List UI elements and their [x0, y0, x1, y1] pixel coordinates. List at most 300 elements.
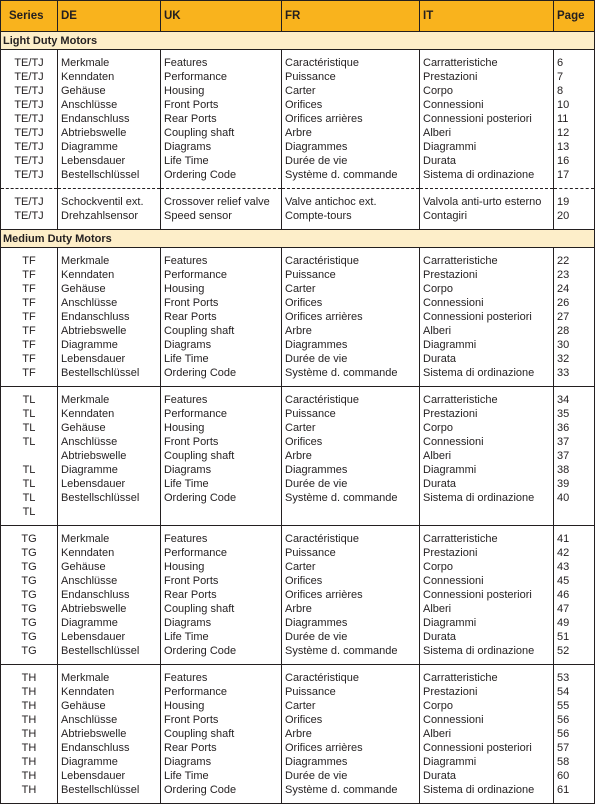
cell-series: TE/TJ — [1, 140, 58, 154]
table-row — [1, 755, 595, 769]
cell-series: TE/TJ — [1, 168, 58, 182]
cell-fr: Carter — [282, 560, 420, 574]
cell-fr: Diagrammes — [282, 338, 420, 352]
cell-uk: Front Ports — [161, 435, 282, 449]
cell-it: Sistema di ordinazione — [420, 366, 554, 380]
cell-fr: Système d. commande — [282, 168, 420, 182]
cell-de: Endanschluss — [58, 112, 161, 126]
cell-series: TE/TJ — [1, 154, 58, 168]
cell-series: TL — [1, 421, 58, 435]
cell-de: Gehäuse — [58, 699, 161, 713]
cell-uk: Features — [161, 393, 282, 407]
cell-it: Durata — [420, 154, 554, 168]
table-row — [1, 769, 595, 783]
cell-fr: Puissance — [282, 70, 420, 84]
cell-it: Carratteristiche — [420, 532, 554, 546]
cell-page: 46 — [554, 588, 595, 602]
header-fr: FR — [282, 1, 420, 32]
cell-it: Carratteristiche — [420, 671, 554, 685]
cell-series: TL — [1, 393, 58, 407]
cell-de: Drehzahlsensor — [58, 209, 161, 223]
cell-de: Schockventil ext. — [58, 195, 161, 209]
cell-de: Merkmale — [58, 254, 161, 268]
table-row — [1, 282, 595, 296]
cell-de: Abtriebswelle — [58, 324, 161, 338]
cell-page: 13 — [554, 140, 595, 154]
cell-series: TH — [1, 783, 58, 797]
cell-page: 40 — [554, 491, 595, 505]
cell-it: Diagrammi — [420, 140, 554, 154]
cell-uk: Features — [161, 56, 282, 70]
cell-fr: Arbre — [282, 449, 420, 463]
cell-uk: Crossover relief valve — [161, 195, 282, 209]
header-it: IT — [420, 1, 554, 32]
cell-uk: Life Time — [161, 154, 282, 168]
cell-uk: Performance — [161, 268, 282, 282]
table-row — [1, 407, 595, 421]
cell-page: 10 — [554, 98, 595, 112]
cell-series: TE/TJ — [1, 98, 58, 112]
cell-de: Bestellschlüssel — [58, 168, 161, 182]
cell-de: Abtriebswelle — [58, 449, 161, 463]
cell-uk: Rear Ports — [161, 112, 282, 126]
cell-it: Corpo — [420, 282, 554, 296]
table-row — [1, 546, 595, 560]
cell-uk: Ordering Code — [161, 644, 282, 658]
cell-it: Connessioni — [420, 296, 554, 310]
cell-series: TE/TJ — [1, 195, 58, 209]
cell-de: Merkmale — [58, 56, 161, 70]
cell-fr: Orifices arrières — [282, 588, 420, 602]
cell-uk: Ordering Code — [161, 366, 282, 380]
cell-page: 53 — [554, 671, 595, 685]
cell-it — [420, 505, 554, 519]
cell-de: Endanschluss — [58, 741, 161, 755]
cell-uk: Life Time — [161, 769, 282, 783]
table-row — [1, 644, 595, 658]
cell-series: TF — [1, 338, 58, 352]
cell-page: 26 — [554, 296, 595, 310]
table-row — [1, 70, 595, 84]
cell-de: Kenndaten — [58, 268, 161, 282]
cell-it: Durata — [420, 769, 554, 783]
cell-series: TG — [1, 644, 58, 658]
cell-page: 37 — [554, 449, 595, 463]
cell-it: Durata — [420, 352, 554, 366]
cell-de: Diagramme — [58, 463, 161, 477]
cell-page — [554, 505, 595, 519]
cell-fr: Orifices — [282, 435, 420, 449]
header-row — [1, 1, 595, 32]
cell-page: 61 — [554, 783, 595, 797]
table-row — [1, 671, 595, 685]
cell-it: Connessioni posteriori — [420, 112, 554, 126]
table-body — [1, 32, 595, 804]
cell-it: Contagiri — [420, 209, 554, 223]
cell-series: TF — [1, 366, 58, 380]
cell-fr: Caractéristique — [282, 56, 420, 70]
cell-series: TL — [1, 407, 58, 421]
cell-fr: Orifices arrières — [282, 112, 420, 126]
cell-series — [1, 449, 58, 463]
cell-uk: Speed sensor — [161, 209, 282, 223]
cell-page: 39 — [554, 477, 595, 491]
cell-page: 52 — [554, 644, 595, 658]
cell-page: 56 — [554, 727, 595, 741]
cell-it: Diagrammi — [420, 463, 554, 477]
cell-fr: Compte-tours — [282, 209, 420, 223]
cell-de: Kenndaten — [58, 685, 161, 699]
cell-fr: Arbre — [282, 324, 420, 338]
cell-page: 11 — [554, 112, 595, 126]
cell-page: 19 — [554, 195, 595, 209]
table-row — [1, 98, 595, 112]
cell-de: Anschlüsse — [58, 296, 161, 310]
cell-page: 32 — [554, 352, 595, 366]
cell-series: TL — [1, 491, 58, 505]
cell-series: TL — [1, 505, 58, 519]
cell-fr: Arbre — [282, 727, 420, 741]
cell-uk: Housing — [161, 421, 282, 435]
section-title: Medium Duty Motors — [1, 230, 595, 248]
cell-uk: Diagrams — [161, 463, 282, 477]
cell-series: TE/TJ — [1, 70, 58, 84]
table-row — [1, 741, 595, 755]
cell-fr: Diagrammes — [282, 463, 420, 477]
cell-it: Alberi — [420, 449, 554, 463]
table-row — [1, 352, 595, 366]
section-header-row — [1, 230, 595, 248]
cell-fr: Système d. commande — [282, 644, 420, 658]
cell-it: Diagrammi — [420, 755, 554, 769]
cell-uk: Front Ports — [161, 713, 282, 727]
cell-uk: Diagrams — [161, 338, 282, 352]
cell-de: Diagramme — [58, 755, 161, 769]
cell-series: TH — [1, 755, 58, 769]
cell-de: Abtriebswelle — [58, 602, 161, 616]
cell-de: Abtriebswelle — [58, 727, 161, 741]
table-row — [1, 126, 595, 140]
table-row — [1, 154, 595, 168]
cell-page: 27 — [554, 310, 595, 324]
cell-page: 42 — [554, 546, 595, 560]
cell-de: Gehäuse — [58, 84, 161, 98]
cell-it: Sistema di ordinazione — [420, 168, 554, 182]
cell-it: Connessioni posteriori — [420, 741, 554, 755]
cell-series: TH — [1, 727, 58, 741]
header-series: Series — [1, 1, 58, 32]
cell-it: Alberi — [420, 727, 554, 741]
cell-uk: Features — [161, 532, 282, 546]
cell-series: TH — [1, 741, 58, 755]
cell-uk: Ordering Code — [161, 491, 282, 505]
cell-page: 30 — [554, 338, 595, 352]
cell-it: Alberi — [420, 126, 554, 140]
cell-fr: Durée de vie — [282, 477, 420, 491]
cell-uk: Front Ports — [161, 98, 282, 112]
cell-fr: Puissance — [282, 268, 420, 282]
cell-page: 37 — [554, 435, 595, 449]
table-row — [1, 338, 595, 352]
cell-fr: Orifices — [282, 296, 420, 310]
table-row — [1, 602, 595, 616]
table-row — [1, 84, 595, 98]
table-row — [1, 574, 595, 588]
cell-series: TF — [1, 352, 58, 366]
cell-page: 47 — [554, 602, 595, 616]
cell-de: Merkmale — [58, 393, 161, 407]
cell-uk: Housing — [161, 84, 282, 98]
cell-fr: Carter — [282, 699, 420, 713]
cell-page: 12 — [554, 126, 595, 140]
cell-series: TG — [1, 574, 58, 588]
cell-it: Durata — [420, 477, 554, 491]
cell-de: Bestellschlüssel — [58, 644, 161, 658]
cell-de: Anschlüsse — [58, 435, 161, 449]
cell-it: Corpo — [420, 84, 554, 98]
cell-fr: Orifices — [282, 713, 420, 727]
cell-it: Prestazioni — [420, 407, 554, 421]
cell-series: TF — [1, 310, 58, 324]
table-row — [1, 140, 595, 154]
cell-fr: Orifices — [282, 98, 420, 112]
cell-uk: Diagrams — [161, 140, 282, 154]
table-row — [1, 168, 595, 182]
table-row — [1, 435, 595, 449]
cell-it: Sistema di ordinazione — [420, 491, 554, 505]
cell-de: Lebensdauer — [58, 630, 161, 644]
cell-it: Connessioni posteriori — [420, 588, 554, 602]
cell-it: Valvola anti-urto esterno — [420, 195, 554, 209]
cell-page: 58 — [554, 755, 595, 769]
cell-fr: Caractéristique — [282, 532, 420, 546]
cell-it: Carratteristiche — [420, 254, 554, 268]
cell-it: Durata — [420, 630, 554, 644]
cell-fr: Système d. commande — [282, 366, 420, 380]
cell-page: 8 — [554, 84, 595, 98]
table-row — [1, 324, 595, 338]
cell-de: Gehäuse — [58, 421, 161, 435]
cell-fr: Diagrammes — [282, 755, 420, 769]
cell-series: TG — [1, 546, 58, 560]
cell-de: Kenndaten — [58, 407, 161, 421]
cell-series: TG — [1, 602, 58, 616]
cell-series: TG — [1, 560, 58, 574]
table-row — [1, 366, 595, 380]
cell-de: Diagramme — [58, 140, 161, 154]
cell-uk: Features — [161, 671, 282, 685]
table-row — [1, 393, 595, 407]
cell-fr: Puissance — [282, 407, 420, 421]
cell-series: TH — [1, 769, 58, 783]
cell-it: Diagrammi — [420, 616, 554, 630]
table-row — [1, 588, 595, 602]
cell-series: TE/TJ — [1, 84, 58, 98]
cell-it: Alberi — [420, 324, 554, 338]
table-row — [1, 616, 595, 630]
cell-fr: Système d. commande — [282, 491, 420, 505]
cell-it: Corpo — [420, 560, 554, 574]
cell-page: 17 — [554, 168, 595, 182]
header-uk: UK — [161, 1, 282, 32]
table-row — [1, 310, 595, 324]
cell-uk: Housing — [161, 699, 282, 713]
cell-de: Lebensdauer — [58, 769, 161, 783]
cell-series: TL — [1, 477, 58, 491]
cell-de: Gehäuse — [58, 560, 161, 574]
cell-fr: Carter — [282, 84, 420, 98]
cell-it: Diagrammi — [420, 338, 554, 352]
cell-page: 35 — [554, 407, 595, 421]
cell-de: Kenndaten — [58, 546, 161, 560]
table-row — [1, 727, 595, 741]
cell-de: Lebensdauer — [58, 352, 161, 366]
cell-series: TL — [1, 463, 58, 477]
cell-de: Endanschluss — [58, 310, 161, 324]
cell-fr: Durée de vie — [282, 769, 420, 783]
cell-fr: Diagrammes — [282, 616, 420, 630]
cell-it: Prestazioni — [420, 268, 554, 282]
cell-fr: Diagrammes — [282, 140, 420, 154]
cell-de: Anschlüsse — [58, 98, 161, 112]
cell-uk: Front Ports — [161, 296, 282, 310]
cell-uk: Rear Ports — [161, 310, 282, 324]
cell-page: 28 — [554, 324, 595, 338]
cell-uk: Housing — [161, 282, 282, 296]
cell-uk: Diagrams — [161, 755, 282, 769]
cell-page: 57 — [554, 741, 595, 755]
cell-page: 43 — [554, 560, 595, 574]
section-title: Light Duty Motors — [1, 32, 595, 50]
cell-it: Prestazioni — [420, 70, 554, 84]
cell-uk: Features — [161, 254, 282, 268]
cell-de — [58, 505, 161, 519]
table-row — [1, 56, 595, 70]
cell-uk: Life Time — [161, 630, 282, 644]
table-row — [1, 491, 595, 505]
cell-series: TE/TJ — [1, 209, 58, 223]
cell-series: TH — [1, 699, 58, 713]
cell-it: Connessioni — [420, 435, 554, 449]
cell-uk: Performance — [161, 70, 282, 84]
cell-it: Corpo — [420, 699, 554, 713]
cell-series: TH — [1, 671, 58, 685]
cell-fr: Système d. commande — [282, 783, 420, 797]
cell-fr: Durée de vie — [282, 154, 420, 168]
cell-fr: Arbre — [282, 126, 420, 140]
cell-page: 54 — [554, 685, 595, 699]
table-row — [1, 463, 595, 477]
table-row — [1, 477, 595, 491]
cell-uk: Front Ports — [161, 574, 282, 588]
cell-de: Anschlüsse — [58, 713, 161, 727]
cell-it: Corpo — [420, 421, 554, 435]
cell-page: 34 — [554, 393, 595, 407]
cell-series: TF — [1, 324, 58, 338]
cell-fr: Caractéristique — [282, 254, 420, 268]
cell-de: Abtriebswelle — [58, 126, 161, 140]
table-row — [1, 713, 595, 727]
cell-de: Bestellschlüssel — [58, 366, 161, 380]
cell-fr: Durée de vie — [282, 630, 420, 644]
cell-uk: Life Time — [161, 352, 282, 366]
cell-series: TH — [1, 713, 58, 727]
table-row — [1, 254, 595, 268]
cell-uk: Coupling shaft — [161, 324, 282, 338]
cell-series: TF — [1, 296, 58, 310]
cell-page: 16 — [554, 154, 595, 168]
table-row — [1, 296, 595, 310]
header-page: Page — [554, 1, 595, 32]
cell-de: Anschlüsse — [58, 574, 161, 588]
cell-de: Diagramme — [58, 338, 161, 352]
cell-series: TF — [1, 254, 58, 268]
cell-series: TF — [1, 282, 58, 296]
cell-page: 24 — [554, 282, 595, 296]
table-row — [1, 209, 595, 223]
cell-page: 6 — [554, 56, 595, 70]
cell-de: Diagramme — [58, 616, 161, 630]
cell-series: TG — [1, 630, 58, 644]
cell-page: 22 — [554, 254, 595, 268]
table-row — [1, 685, 595, 699]
cell-it: Sistema di ordinazione — [420, 783, 554, 797]
cell-uk: Ordering Code — [161, 783, 282, 797]
cell-fr: Caractéristique — [282, 671, 420, 685]
cell-series: TG — [1, 532, 58, 546]
cell-page: 33 — [554, 366, 595, 380]
cell-uk: Rear Ports — [161, 588, 282, 602]
cell-uk: Diagrams — [161, 616, 282, 630]
table-row — [1, 630, 595, 644]
table-row — [1, 505, 595, 519]
cell-series: TF — [1, 268, 58, 282]
cell-uk — [161, 505, 282, 519]
cell-it: Sistema di ordinazione — [420, 644, 554, 658]
cell-it: Carratteristiche — [420, 56, 554, 70]
cell-fr: Arbre — [282, 602, 420, 616]
cell-uk: Performance — [161, 407, 282, 421]
cell-it: Prestazioni — [420, 685, 554, 699]
cell-de: Kenndaten — [58, 70, 161, 84]
cell-series: TL — [1, 435, 58, 449]
cell-uk: Rear Ports — [161, 741, 282, 755]
cell-it: Connessioni — [420, 574, 554, 588]
cell-uk: Performance — [161, 546, 282, 560]
cell-page: 60 — [554, 769, 595, 783]
cell-uk: Housing — [161, 560, 282, 574]
cell-it: Connessioni — [420, 98, 554, 112]
table-row — [1, 421, 595, 435]
table-row — [1, 699, 595, 713]
cell-fr: Carter — [282, 282, 420, 296]
table-row — [1, 783, 595, 797]
cell-page: 38 — [554, 463, 595, 477]
section-header-row — [1, 32, 595, 50]
table-row — [1, 112, 595, 126]
cell-uk: Coupling shaft — [161, 727, 282, 741]
cell-it: Connessioni posteriori — [420, 310, 554, 324]
cell-uk: Life Time — [161, 477, 282, 491]
cell-de: Bestellschlüssel — [58, 491, 161, 505]
table-row — [1, 268, 595, 282]
cell-series: TG — [1, 588, 58, 602]
row-spacer — [1, 797, 595, 804]
cell-uk: Ordering Code — [161, 168, 282, 182]
cell-series: TG — [1, 616, 58, 630]
cell-fr: Orifices arrières — [282, 310, 420, 324]
cell-uk: Coupling shaft — [161, 449, 282, 463]
